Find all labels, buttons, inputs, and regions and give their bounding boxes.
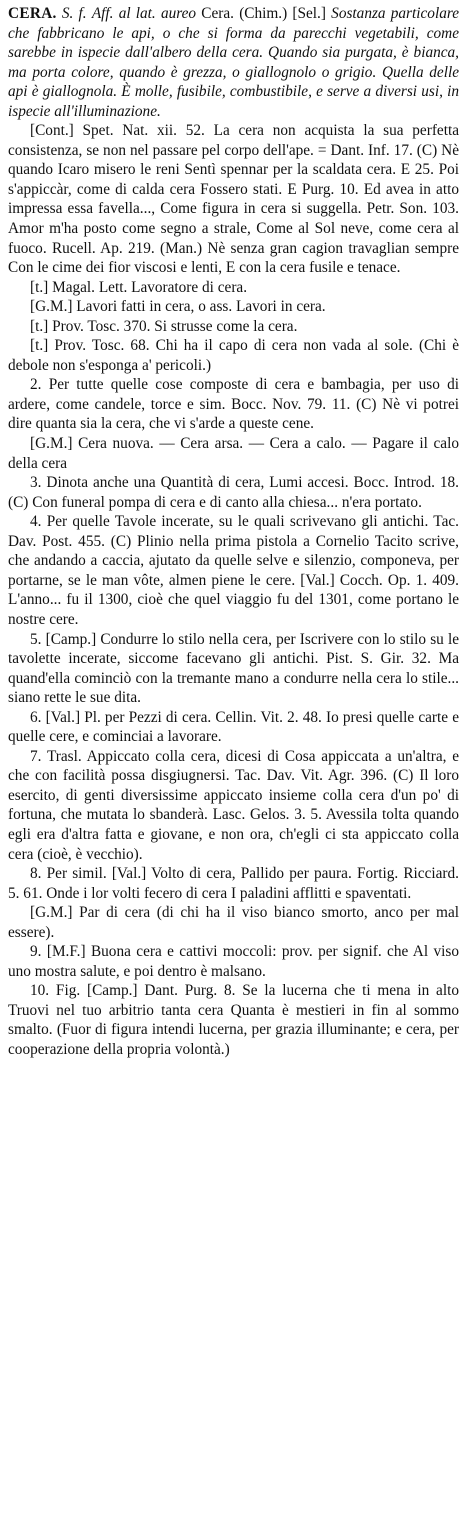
sense-7: 7. Trasl. Appiccato colla cera, dicesi di Cosa appiccata a un'altra, e che con facilità possa disgiugnersi. Tac. Dav. Vit. Agr. 396. (C) Il loro esercito, di genti diversissime appiccato insieme colla cera d'un po' di fortuna, che mutata lo sbanderà. Lasc. Gelos. 3. 5. Avessila tolta quando egli era d'altra fatta e giovane, e non ora, ch'egli ci sta appiccato colla cera (cioè, è vecchio). — [8, 747, 459, 863]
field-label: (Chim.) — [239, 5, 288, 22]
sense-6: 6. [Val.] Pl. per Pezzi di cera. Cellin. Vit. 2. 48. Io presi quelle carte e quelle cere, e cominciai a lavorare. — [8, 708, 459, 746]
sense-5: 5. [Camp.] Condurre lo stilo nella cera, per Iscrivere con lo stilo su le tavolette incerate, siccome facevano gli antichi. Pist. S. Gir. 32. Ma quand'ella cominciò con la tremante mano a condurre nella cera lo stile... siano rette le sue dita. — [8, 630, 459, 707]
etymology-word: Cera. — [201, 5, 234, 22]
sense-3: 3. Dinota anche una Quantità di cera, Lumi accesi. Bocc. Introd. 18. (C) Con funeral pompa di cera e di canto alla chiesa... n'era portato. — [8, 474, 459, 511]
paragraph: [Cont.] Spet. Nat. xii. 52. La cera non acquista la sua perfetta consistenza, se non nel passare pel corpo dell'ape. = Dant. Inf. 17. (C) Nè quando Icaro misero le reni Sentì spennar per la scaldata cera. E 25. Poi s'appiccàr, come di calda cera Fossero stati. E Purg. 10. Ed avea in atto impressa essa favella..., Come figura in cera si suggella. Petr. Son. 103. Amor m'ha posto come segno a strale, Come al Sol neve, come cera al fuoco. Rucell. Ap. 219. (Man.) Nè senza gran cagion travaglian sempre Con le cime dei fior viscosi e lenti, E con la cera fusile e tenace. — [8, 122, 459, 277]
paragraph: [t.] Magal. Lett. Lavoratore di cera. — [30, 278, 248, 296]
paragraph: [t.] Prov. Tosc. 68. Chi ha il capo di cera non vada al sole. (Chi è debole non s'esponga a' pericoli.) — [8, 337, 459, 374]
paragraph: [G.M.] Lavori fatti in cera, o ass. Lavori in cera. — [30, 298, 326, 316]
paragraph: [G.M.] Par di cera (di chi ha il viso bianco smorto, anco per mal essere). — [8, 904, 459, 941]
paragraph: [t.] Prov. Tosc. 370. Si strusse come la cera. — [30, 317, 298, 335]
sense-2: 2. Per tutte quelle cose composte di cera e bambagia, per uso di ardere, come candele, torce e sim. Bocc. Nov. 79. 11. (C) Nè vi potrei dire quanta sia la cera, che vi s'arde a queste cene. — [8, 376, 459, 433]
sense-9: 9. [M.F.] Buona cera e cattivi moccoli: prov. per signif. che Al viso uno mostra salute, e poi dentro è malsano. — [8, 943, 459, 980]
sense-4: 4. Per quelle Tavole incerate, su le quali scrivevano gli antichi. Tac. Dav. Post. 455. (C) Plinio nella prima pistola a Cornelio Tacito scrive, che andando a caccia, ajutato da quelle selve e silenzio, componeva, per portarne, se le man vôte, almen piene le cere. [Val.] Cocch. Op. 1. 409. L'anno... fu il 1300, cioè che quel viaggio fu del 1301, come portano le nostre cere. — [8, 513, 459, 628]
etymology-note: Aff. al lat. aureo — [91, 5, 197, 22]
paragraph: [G.M.] Cera nuova. — Cera arsa. — Cera a calo. — Pagare il calo della cera — [8, 435, 459, 472]
source-tag: [Sel.] — [292, 5, 326, 22]
sense-10: 10. Fig. [Camp.] Dant. Purg. 8. Se la lucerna che ti mena in alto Truovi nel tuo arbitrio tanta cera Quanta è mestieri in fin al sommo smalto. (Fuor di figura intendi lucerna, per grazia illuminante; e cera, per cooperazione della propria volontà.) — [8, 982, 459, 1058]
grammar-label: S. f. — [61, 5, 87, 22]
entry-heading — [8, 4, 459, 121]
headword: CERA. — [8, 5, 57, 22]
sense-8: 8. Per simil. [Val.] Volto di cera, Pallido per paura. Fortig. Ricciard. 5. 61. Onde i lor volti fecero di cera I paladini afflitti e spaventati. — [8, 865, 459, 902]
definition: Sostanza particolare che fabbricano le api, o che si forma da parecchi vegetabili, come sarebbe in ispecie dall'albero della cera. Quando sia purgata, è bianca, ma porta colore, quando è grezza, o giallognolo o grigio. Quella delle api è giallognola. È molle, fusibile, combustibile, e serve a diversi usi, in ispecie all'illuminazione. — [8, 5, 460, 120]
